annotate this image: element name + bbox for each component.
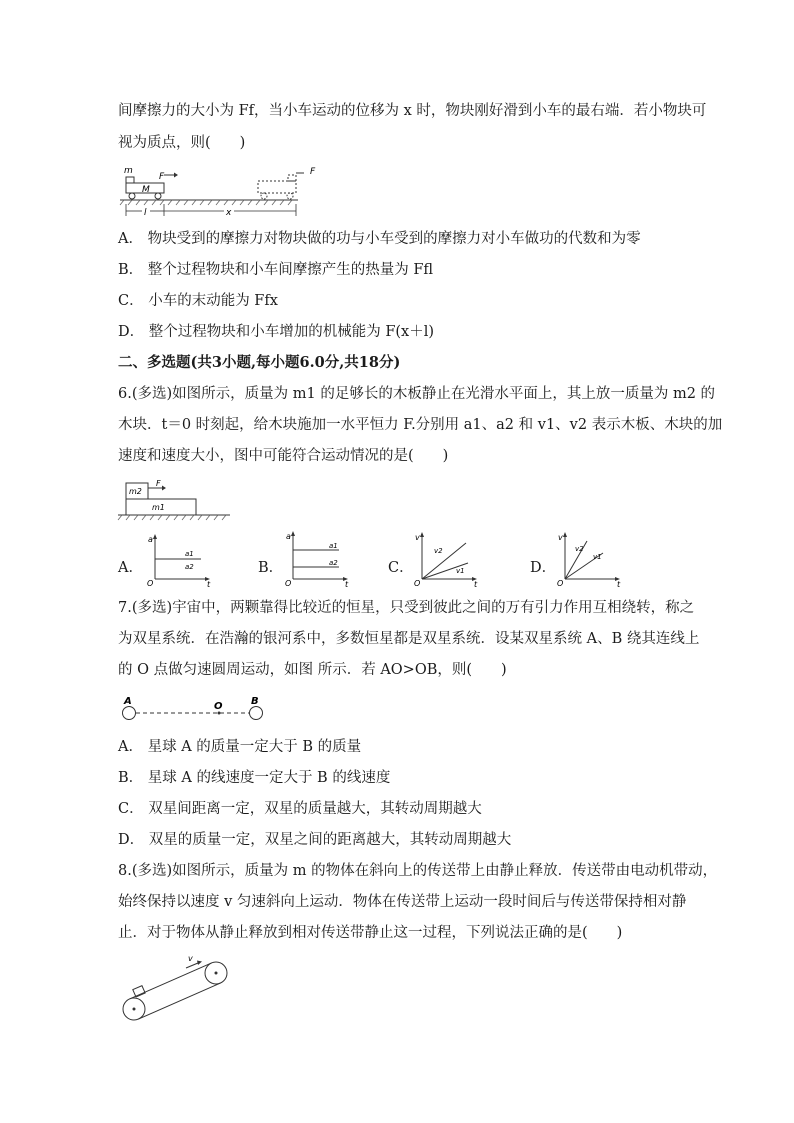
q6-graph-d (555, 531, 625, 588)
q7-binary-star-figure (118, 693, 268, 725)
q6b-line-label-1: a1 (329, 542, 338, 550)
q5-option-b: B． 整个过程物块和小车间摩擦产生的热量为 Ffl (118, 262, 434, 278)
q6-label-F: F (156, 479, 161, 488)
q5-cart-figure (118, 162, 316, 222)
q6-option-b-letter: B． (258, 560, 284, 576)
q6c-x-axis: t (474, 580, 478, 589)
q8-stem-line3: 止．对于物体从静止释放到相对传送带静止这一过程，下列说法正确的是( ) (118, 925, 623, 941)
q7-stem-line3: 的 O 点做匀速圆周运动，如图 所示．若 AO>OB，则( ) (118, 662, 507, 678)
q5-option-c: C． 小车的末动能为 Ffx (118, 293, 278, 309)
q7-label-O: O (214, 701, 223, 712)
q6-graph-a (145, 533, 215, 588)
q6d-y-axis: v (558, 533, 563, 542)
q6-stem-line1: 6.(多选)如图所示，质量为 m1 的足够长的木板静止在光滑水平面上，其上放一质量为 m2 的 (118, 386, 716, 402)
q6-board-figure (118, 478, 233, 523)
q5-label-x: x (226, 208, 232, 218)
q5-label-F1: F (159, 172, 165, 182)
q6-label-m1: m1 (152, 503, 165, 512)
q7-stem-line2: 为双星系统．在浩瀚的银河系中，多数恒星都是双星系统．设某双星系统 A、B 绕其连线上 (118, 631, 700, 647)
q6a-x-axis: t (207, 580, 211, 589)
q7-label-A: A (124, 696, 132, 707)
q6-graph-c (412, 531, 482, 588)
q6a-line-label-2: a2 (185, 563, 194, 571)
q5-option-d: D． 整个过程物块和小车增加的机械能为 F(x＋l) (118, 324, 435, 340)
q6a-y-axis: a (148, 535, 153, 544)
q6d-line-label-1: v2 (575, 545, 584, 553)
q5-stem-line2: 视为质点，则( ) (118, 135, 246, 151)
q6d-line-label-2: v1 (593, 553, 602, 561)
q6c-line-label-1: v2 (434, 547, 443, 555)
q6-stem-line2: 木块．t＝0 时刻起，给木块施加一水平恒力 F.分别用 a1、a2 和 v1、v2 表示木板、木块的加 (118, 417, 723, 433)
q6c-line-label-2: v1 (456, 567, 465, 575)
q7-option-b: B． 星球 A 的线速度一定大于 B 的线速度 (118, 770, 391, 786)
q6d-origin: O (557, 579, 564, 588)
q5-label-m: m (124, 166, 133, 176)
q5-label-M: M (142, 185, 150, 195)
q6-option-a-letter: A． (118, 560, 143, 576)
q8-stem-line2: 始终保持以速度 v 匀速斜向上运动．物体在传送带上运动一段时间后与传送带保持相对静 (118, 894, 687, 910)
q5-label-l: l (144, 208, 147, 218)
q8-label-v: v (188, 954, 193, 963)
q8-conveyor-figure (118, 953, 236, 1025)
q7-option-d: D． 双星的质量一定，双星之间的距离越大，其转动周期越大 (118, 832, 512, 848)
q6b-x-axis: t (345, 580, 349, 589)
q6b-line-label-2: a2 (329, 559, 338, 567)
q5-option-a: A． 物块受到的摩擦力对物块做的功与小车受到的摩擦力对小车做功的代数和为零 (118, 231, 641, 247)
q7-option-a: A． 星球 A 的质量一定大于 B 的质量 (118, 739, 362, 755)
q6a-line-label-1: a1 (185, 550, 194, 558)
q6a-origin: O (147, 579, 154, 588)
q6-label-m2: m2 (129, 487, 142, 496)
q5-stem-line1: 间摩擦力的大小为 Ff，当小车运动的位移为 x 时，物块刚好滑到小车的最右端．若小物块可 (118, 103, 707, 119)
q5-label-F2: F (310, 167, 316, 177)
q7-option-c: C． 双星间距离一定，双星的质量越大，其转动周期越大 (118, 801, 482, 817)
q6-stem-line3: 速度和速度大小，图中可能符合运动情况的是( ) (118, 448, 449, 464)
q6d-x-axis: t (617, 580, 621, 589)
q6-option-c-letter: C． (388, 560, 414, 576)
q6b-origin: O (285, 579, 292, 588)
q7-stem-line1: 7.(多选)宇宙中，两颗靠得比较近的恒星，只受到彼此之间的万有引力作用互相绕转，称之 (118, 600, 695, 616)
q6-option-d-letter: D． (530, 560, 557, 576)
section-2-title: 二、多选题(共3小题,每小题6.0分,共18分) (118, 354, 401, 371)
q6-graph-b (283, 530, 353, 588)
q8-stem-line1: 8.(多选)如图所示，质量为 m 的物体在斜向上的传送带上由静止释放．传送带由电动机带动， (118, 863, 718, 879)
q6c-origin: O (414, 579, 421, 588)
q6c-y-axis: v (415, 533, 420, 542)
q7-label-B: B (251, 696, 259, 707)
q6b-y-axis: a (286, 532, 291, 541)
